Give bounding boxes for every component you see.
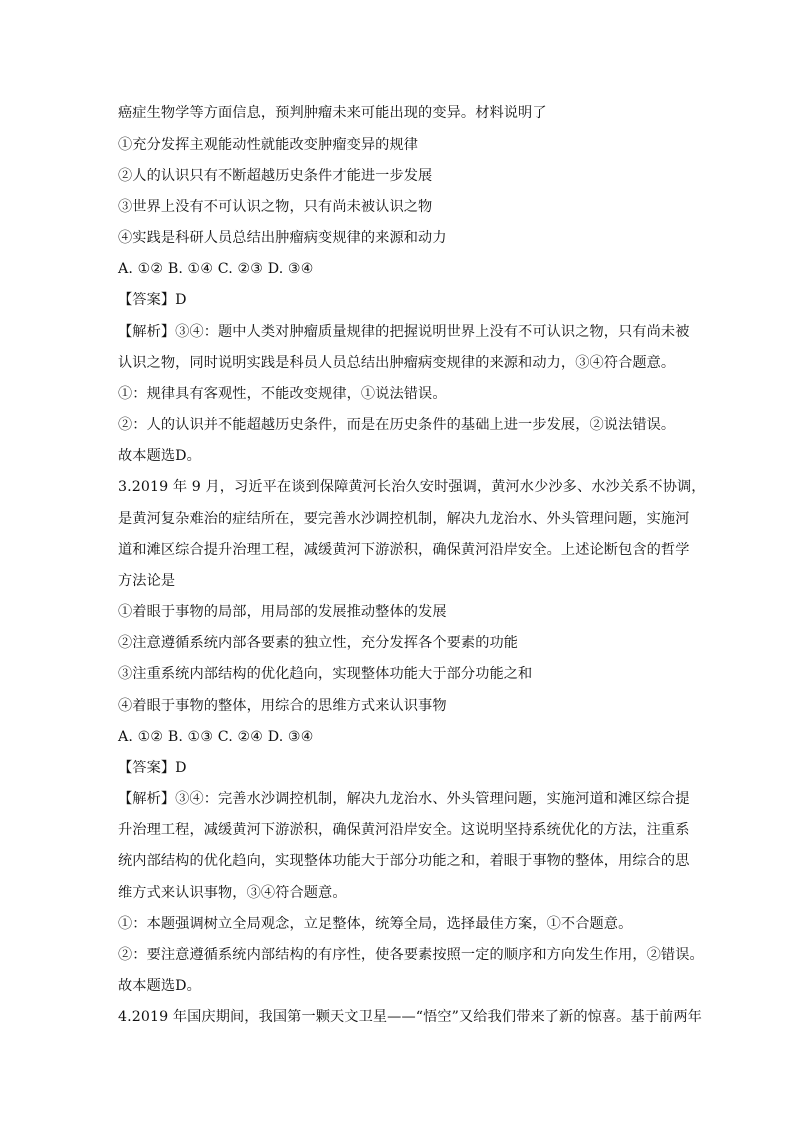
q3-stem-line-2: 是黄河复杂难治的症结所在，要完善水沙调控机制，解决九龙治水、外头管理问题，实施河 (118, 511, 690, 527)
q3-analysis-line-2: 升治理工程，减缓黄河下游淤积，确保黄河沿岸安全。这说明坚持系统优化的方法，注重系 (118, 822, 690, 838)
q3-conclusion: 故本题选D。 (118, 978, 201, 994)
q3-option-1: ①着眼于事物的局部，用局部的发展推动整体的发展 (118, 604, 447, 620)
q3-analysis-line-4: 维方式来认识事物，③④符合题意。 (118, 885, 347, 901)
q3-option-3: ③注重系统内部结构的优化趋向，实现整体功能大于部分功能之和 (118, 666, 533, 682)
q3-option-2: ②注意遵循系统内部各要素的独立性，充分发挥各个要素的功能 (118, 635, 519, 651)
q3-analysis-line-1: 【解析】③④：完善水沙调控机制，解决九龙治水、外头管理问题，实施河道和滩区综合提 (118, 791, 690, 807)
q3-stem-line-3: 道和滩区综合提升治理工程，减缓黄河下游淤积，确保黄河沿岸安全。上述论断包含的哲学 (118, 542, 690, 558)
q2-analysis-line-2: 认识之物，同时说明实践是科员人员总结出肿瘤病变规律的来源和动力，③④符合题意。 (118, 355, 676, 371)
q2-choices: A. ①② B. ①④ C. ②③ D. ③④ (118, 261, 314, 277)
q2-analysis-line-3: ①：规律具有客观性，不能改变规律，①说法错误。 (118, 386, 447, 402)
q3-analysis-line-6: ②：要注意遵循系统内部结构的有序性，使各要素按照一定的顺序和方向发生作用，②错误。 (118, 947, 704, 963)
q3-answer: 【答案】D (118, 760, 187, 776)
q2-answer: 【答案】D (118, 292, 187, 308)
q3-stem-line-1: 3.2019 年 9 月，习近平在谈到保障黄河长治久安时强调，黄河水少沙多、水沙关系不协调， (118, 479, 706, 495)
q2-option-4: ④实践是科研人员总结出肿瘤病变规律的来源和动力 (118, 230, 447, 246)
q3-analysis-line-5: ①：本题强调树立全局观念，立足整体，统筹全局，选择最佳方案，①不合题意。 (118, 916, 633, 932)
q2-option-3: ③世界上没有不可认识之物，只有尚未被认识之物 (118, 199, 433, 215)
q3-option-4: ④着眼于事物的整体，用综合的思维方式来认识事物 (118, 698, 447, 714)
q2-option-2: ②人的认识只有不断超越历史条件才能进一步发展 (118, 168, 433, 184)
q3-analysis-line-3: 统内部结构的优化趋向，实现整体功能大于部分功能之和，着眼于事物的整体，用综合的思 (118, 853, 690, 869)
q3-choices: A. ①② B. ①③ C. ②④ D. ③④ (118, 729, 314, 745)
q2-conclusion: 故本题选D。 (118, 448, 201, 464)
text-line-continuation: 癌症生物学等方面信息，预判肿瘤未来可能出现的变异。材料说明了 (118, 105, 547, 121)
q2-analysis-line-4: ②：人的认识并不能超越历史条件，而是在历史条件的基础上进一步发展，②说法错误。 (118, 417, 676, 433)
q2-option-1: ①充分发挥主观能动性就能改变肿瘤变异的规律 (118, 137, 419, 153)
q4-stem-line-1: 4.2019 年国庆期间，我国第一颗天文卫星——“悟空”又给我们带来了新的惊喜。基于前两年 (118, 1009, 702, 1025)
q3-stem-line-4: 方法论是 (118, 573, 176, 589)
q2-analysis-line-1: 【解析】③④：题中人类对肿瘤质量规律的把握说明世界上没有不可认识之物，只有尚未被 (118, 324, 690, 340)
